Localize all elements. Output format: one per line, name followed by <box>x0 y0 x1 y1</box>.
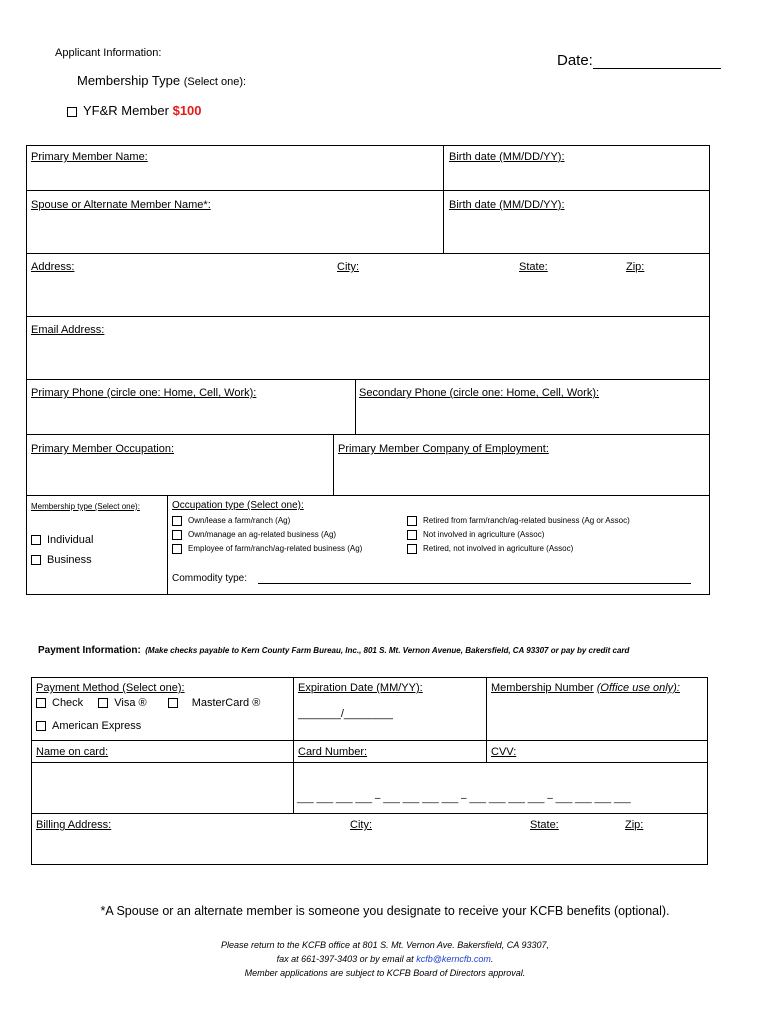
yfr-price: $100 <box>172 103 202 118</box>
billing-city-field[interactable]: City: <box>350 819 372 831</box>
cvv-field[interactable]: CVV: <box>491 746 517 758</box>
not-involved-checkbox[interactable] <box>407 530 417 540</box>
membership-type-label: Membership type (Select one): <box>31 502 140 511</box>
mastercard-option[interactable]: MasterCard ® <box>168 697 261 709</box>
date-label: Date: <box>557 52 593 69</box>
company-field[interactable]: Primary Member Company of Employment: <box>338 443 549 455</box>
membership-type-heading: Membership Type (Select one): <box>77 73 247 88</box>
occ-retired-from-option[interactable]: Retired from farm/ranch/ag-related business (Ag or Assoc) <box>407 516 630 526</box>
mtype-individual-option[interactable]: Individual <box>31 534 93 546</box>
billing-address-field[interactable]: Billing Address: <box>36 819 112 831</box>
date-blank[interactable] <box>593 54 721 69</box>
visa-option[interactable]: Visa ® <box>98 697 146 709</box>
commodity-type-field[interactable]: Commodity type: <box>172 573 248 584</box>
address-field[interactable]: Address: <box>31 261 75 273</box>
primary-phone-field[interactable]: Primary Phone (circle one: Home, Cell, Work): <box>31 387 257 399</box>
check-checkbox[interactable] <box>36 698 46 708</box>
birth-date-spouse-field[interactable]: Birth date (MM/DD/YY): <box>449 199 565 211</box>
kcfb-email-link[interactable]: kcfb@kerncfb.com <box>416 954 491 964</box>
birth-date-primary-field[interactable]: Birth date (MM/DD/YY): <box>449 151 565 163</box>
payment-method-options <box>36 697 260 709</box>
retired-from-checkbox[interactable] <box>407 516 417 526</box>
name-on-card-field[interactable]: Name on card: <box>36 746 109 758</box>
individual-checkbox[interactable] <box>31 535 41 545</box>
email-address-field[interactable]: Email Address: <box>31 324 105 336</box>
yfr-label: YF&R Member <box>83 103 169 118</box>
amex-checkbox[interactable] <box>36 721 46 731</box>
applicant-info-label: Applicant Information: <box>55 47 162 59</box>
state-field[interactable]: State: <box>519 261 548 273</box>
billing-zip-field[interactable]: Zip: <box>625 819 644 831</box>
expiration-date-field[interactable]: _______/________ <box>298 708 393 720</box>
occ-retired-not-option[interactable]: Retired, not involved in agriculture (Assoc) <box>407 544 573 554</box>
occupation-type-label: Occupation type (Select one): <box>172 500 304 511</box>
employee-checkbox[interactable] <box>172 544 182 554</box>
visa-checkbox[interactable] <box>98 698 108 708</box>
occ-own-manage-option[interactable]: Own/manage an ag-related business (Ag) <box>172 530 336 540</box>
payment-heading: Payment Information: (Make checks payable to Kern County Farm Bureau, Inc., 801 S. Mt. Vernon Avenue, Bakersfield, CA 93307 or pay by credit card <box>38 645 630 656</box>
spouse-name-field[interactable]: Spouse or Alternate Member Name*: <box>31 199 211 211</box>
own-lease-checkbox[interactable] <box>172 516 182 526</box>
membership-number-field: Membership Number (Office use only): <box>491 682 680 694</box>
mtype-business-option[interactable]: Business <box>31 554 92 566</box>
yfr-checkbox[interactable] <box>67 107 77 117</box>
billing-state-field[interactable]: State: <box>530 819 559 831</box>
occ-own-lease-option[interactable]: Own/lease a farm/ranch (Ag) <box>172 516 290 526</box>
zip-field[interactable]: Zip: <box>626 261 645 273</box>
business-checkbox[interactable] <box>31 555 41 565</box>
return-instructions: Please return to the KCFB office at 801 S. Mt. Vernon Ave. Bakersfield, CA 93307, fax at 661-397-3403 or by email at kcfb@kerncfb.com. Member applications are subject to KCFB Board of Directors approval. <box>220 940 549 978</box>
yfr-member-option[interactable] <box>67 103 202 118</box>
spouse-note: *A Spouse or an alternate member is someone you designate to receive your KCFB benefits (optional). <box>100 904 670 918</box>
commodity-blank[interactable] <box>258 583 691 584</box>
check-option[interactable]: Check <box>36 697 83 709</box>
card-number-label: Card Number: <box>298 746 368 758</box>
card-number-field[interactable]: ___ ___ ___ ___ – ___ ___ ___ ___ – ___ ___ ___ ___ – ___ ___ ___ ___ <box>297 793 631 804</box>
expiration-date-label: Expiration Date (MM/YY): <box>298 682 423 694</box>
amex-option[interactable]: American Express <box>36 720 141 732</box>
secondary-phone-field[interactable]: Secondary Phone (circle one: Home, Cell, Work): <box>359 387 600 399</box>
mastercard-checkbox[interactable] <box>168 698 178 708</box>
occ-employee-option[interactable]: Employee of farm/ranch/ag-related business (Ag) <box>172 544 362 554</box>
primary-member-name-field[interactable]: Primary Member Name: <box>31 151 148 163</box>
date-field[interactable] <box>557 52 721 69</box>
occupation-field[interactable]: Primary Member Occupation: <box>31 443 175 455</box>
payment-method-label: Payment Method (Select one): <box>36 682 185 694</box>
city-field[interactable]: City: <box>337 261 359 273</box>
occ-not-involved-option[interactable]: Not involved in agriculture (Assoc) <box>407 530 544 540</box>
own-manage-checkbox[interactable] <box>172 530 182 540</box>
retired-not-checkbox[interactable] <box>407 544 417 554</box>
